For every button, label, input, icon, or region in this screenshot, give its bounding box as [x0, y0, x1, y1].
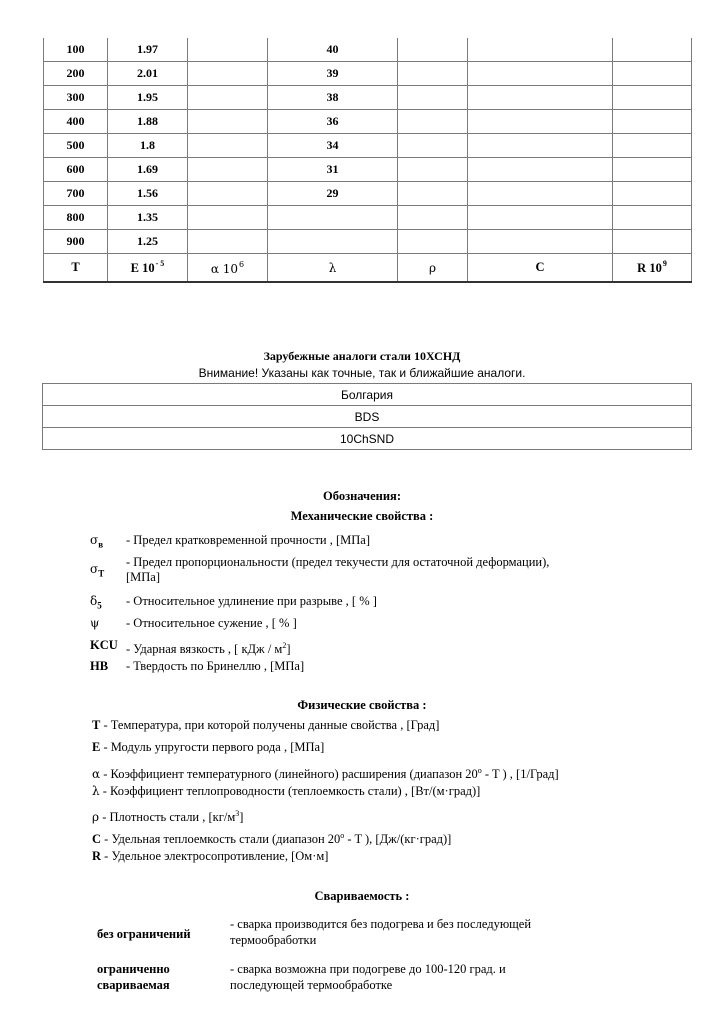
col-header-thermal-expansion: α $10^6$: [188, 254, 268, 283]
cell-heat-capacity: [468, 62, 613, 86]
legend-item-lambda: λ - Коэффициент теплопроводности (теплоемкость стали) , [Вт/(м·град)]: [92, 784, 481, 798]
cell-thermal-conductivity: 40: [268, 38, 398, 62]
cell-heat-capacity: [468, 86, 613, 110]
cell-density: [398, 158, 468, 182]
cell-density: [398, 206, 468, 230]
legend-item-modulus: E - Модуль упругости первого рода , [МПа]: [92, 740, 325, 754]
table-row: [44, 38, 692, 62]
mech-props-title: Механические свойства :: [290, 509, 434, 523]
cell-heat-capacity: [468, 134, 613, 158]
cell-resistivity: [613, 110, 692, 134]
table-row: [44, 158, 692, 182]
col-header-heat-capacity: C: [468, 254, 613, 283]
legend-item-delta-5: $\delta_5$ - Относительное удлинение при разрыве , [ % ]: [90, 594, 377, 611]
cell-temperature: 400: [44, 110, 108, 134]
cell-heat-capacity: [468, 206, 613, 230]
analog-standard: BDS: [43, 406, 692, 428]
cell-temperature: 300: [44, 86, 108, 110]
cell-density: [398, 62, 468, 86]
cell-thermal-conductivity: 29: [268, 182, 398, 206]
cell-thermal-expansion: [188, 38, 268, 62]
legend-item-alpha: α - Коэффициент температурного (линейного) расширения (диапазон 20$^o$ - T ) , [1/Град]: [92, 766, 559, 781]
weld-term-unrestricted: без ограничений: [97, 927, 191, 941]
cell-temperature: 800: [44, 206, 108, 230]
legend-title: Обозначения:: [323, 489, 401, 503]
cell-thermal-expansion: [188, 230, 268, 254]
legend-item-psi: ψ - Относительное сужение , [ % ]: [90, 616, 297, 630]
cell-heat-capacity: [468, 230, 613, 254]
legend-item-heat-capacity: C - Удельная теплоемкость стали (диапазон 20$^o$ - T ), [Дж/(кг·град)]: [92, 831, 452, 846]
table-header-row: [44, 254, 692, 283]
legend-item-kcu: KCU - Ударная вязкость , [ кДж / $м^2$]: [90, 638, 291, 656]
weld-desc-unrestricted: - сварка производится без подогрева и без последующей термообработки: [230, 917, 532, 947]
cell-resistivity: [613, 86, 692, 110]
analog-country: Болгария: [43, 384, 692, 406]
cell-temperature: 200: [44, 62, 108, 86]
table-row: [44, 134, 692, 158]
phys-props-title: Физические свойства :: [297, 698, 427, 712]
cell-thermal-expansion: [188, 206, 268, 230]
cell-elastic-modulus: 1.88: [108, 110, 188, 134]
table-row: [44, 86, 692, 110]
col-header-density: ρ: [398, 254, 468, 283]
cell-thermal-expansion: [188, 182, 268, 206]
legend-item-hb: HB - Твердость по Бринеллю , [МПа]: [90, 659, 305, 673]
cell-temperature: 100: [44, 38, 108, 62]
cell-thermal-expansion: [188, 158, 268, 182]
cell-resistivity: [613, 230, 692, 254]
cell-thermal-conductivity: 38: [268, 86, 398, 110]
properties-table: [43, 38, 692, 283]
cell-elastic-modulus: 1.69: [108, 158, 188, 182]
cell-heat-capacity: [468, 38, 613, 62]
weld-desc-limited: - сварка возможна при подогреве до 100-120 град. и последующей термообработке: [230, 962, 506, 992]
analogs-note: Внимание! Указаны как точные, так и ближайшие аналоги.: [198, 366, 526, 380]
analog-grade: 10ChSND: [43, 428, 692, 450]
cell-density: [398, 86, 468, 110]
weld-term-limited: ограниченно свариваемая: [97, 962, 170, 992]
cell-elastic-modulus: 1.97: [108, 38, 188, 62]
cell-heat-capacity: [468, 182, 613, 206]
cell-thermal-expansion: [188, 86, 268, 110]
cell-thermal-expansion: [188, 62, 268, 86]
cell-density: [398, 230, 468, 254]
cell-thermal-expansion: [188, 134, 268, 158]
cell-thermal-conductivity: 34: [268, 134, 398, 158]
cell-thermal-conductivity: [268, 230, 398, 254]
cell-resistivity: [613, 62, 692, 86]
table-row: [44, 206, 692, 230]
col-header-elastic-modulus: E $10^{- 5}$: [108, 254, 188, 283]
cell-elastic-modulus: 1.95: [108, 86, 188, 110]
cell-resistivity: [613, 134, 692, 158]
cell-density: [398, 182, 468, 206]
cell-density: [398, 134, 468, 158]
cell-temperature: 700: [44, 182, 108, 206]
col-header-thermal-conductivity: λ: [268, 254, 398, 283]
table-row: [44, 230, 692, 254]
cell-elastic-modulus: 1.8: [108, 134, 188, 158]
col-header-resistivity: R $10^9$: [613, 254, 692, 283]
cell-resistivity: [613, 158, 692, 182]
cell-thermal-conductivity: 31: [268, 158, 398, 182]
cell-resistivity: [613, 206, 692, 230]
cell-thermal-expansion: [188, 110, 268, 134]
legend-item-resistivity: R - Удельное электросопротивление, [Ом·м]: [92, 849, 329, 863]
cell-temperature: 600: [44, 158, 108, 182]
legend-item-sigma-b: $\sigma_в$ - Предел кратковременной прочности , [МПа]: [90, 533, 371, 550]
cell-density: [398, 110, 468, 134]
cell-temperature: 900: [44, 230, 108, 254]
cell-temperature: 500: [44, 134, 108, 158]
cell-heat-capacity: [468, 110, 613, 134]
legend-item-temperature: T - Температура, при которой получены данные свойства , [Град]: [92, 718, 440, 732]
weldability-title: Свариваемость :: [314, 889, 410, 903]
cell-density: [398, 38, 468, 62]
col-header-temperature: T: [44, 254, 108, 283]
cell-resistivity: [613, 182, 692, 206]
table-row: [44, 182, 692, 206]
cell-thermal-conductivity: 39: [268, 62, 398, 86]
cell-elastic-modulus: 1.35: [108, 206, 188, 230]
cell-elastic-modulus: 1.56: [108, 182, 188, 206]
cell-resistivity: [613, 38, 692, 62]
cell-elastic-modulus: 2.01: [108, 62, 188, 86]
legend-item-sigma-t: $\sigma_T-$ Предел пропорциональности (предел текучести для остаточной деформации), [МПа]: [90, 555, 550, 584]
cell-thermal-conductivity: 36: [268, 110, 398, 134]
cell-thermal-conductivity: [268, 206, 398, 230]
table-row: [44, 62, 692, 86]
legend-item-rho: ρ - Плотность стали , $[кг/м^3]$: [92, 809, 244, 824]
table-row: [44, 110, 692, 134]
analogs-title: Зарубежные аналоги стали 10ХСНД: [263, 349, 461, 363]
analogs-table: [42, 383, 692, 450]
cell-heat-capacity: [468, 158, 613, 182]
cell-elastic-modulus: 1.25: [108, 230, 188, 254]
